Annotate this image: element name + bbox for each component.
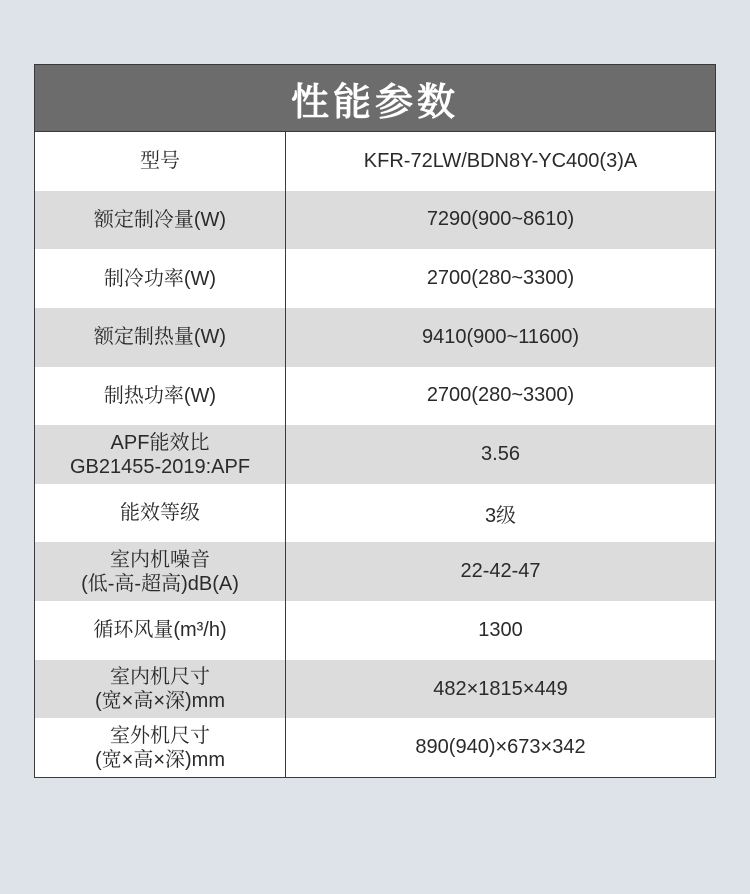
spec-label-cell: [35, 484, 286, 543]
spec-label-line: 循环风量(m³/h): [93, 619, 227, 642]
page-title: 性能参数: [35, 65, 715, 132]
spec-label-cell: [35, 660, 286, 719]
spec-label-line: (宽×高×深)mm: [95, 748, 225, 771]
spec-value-cell: KFR-72LW/BDN8Y-YC400(3)A: [363, 149, 638, 172]
spec-label-line: 制热功率(W): [103, 384, 217, 407]
spec-label-line: 额定制热量(W): [93, 326, 227, 349]
spec-value-cell: 22-42-47: [460, 560, 541, 583]
spec-value-cell: 1300: [478, 618, 523, 641]
table-row: [35, 660, 715, 719]
table-row: [35, 425, 715, 484]
spec-label-line: 型号: [140, 150, 180, 173]
spec-label-line: APF能效比: [110, 431, 210, 454]
spec-value-cell: 2700(280~3300): [426, 267, 575, 290]
spec-label-line: 室外机尺寸: [110, 724, 210, 747]
table-row: [35, 484, 715, 543]
spec-label-cell: [35, 718, 286, 777]
spec-value-cell: 2700(280~3300): [426, 384, 575, 407]
table-row: [35, 542, 715, 601]
spec-label-line: GB21455-2019:APF: [69, 455, 251, 478]
table-row: [35, 601, 715, 660]
spec-label-cell: [35, 249, 286, 308]
spec-value-cell: 7290(900~8610): [426, 208, 575, 231]
spec-label-line: 室内机尺寸: [110, 666, 210, 689]
spec-label-cell: [35, 191, 286, 250]
spec-label-cell: [35, 542, 286, 601]
spec-label-cell: [35, 367, 286, 426]
spec-label-cell: [35, 308, 286, 367]
spec-label-cell: [35, 425, 286, 484]
spec-label-cell: [35, 601, 286, 660]
spec-label-line: 室内机噪音: [110, 548, 210, 571]
table-row: [35, 191, 715, 250]
table-row: [35, 132, 715, 191]
spec-label-line: 额定制冷量(W): [93, 208, 227, 231]
table-row: [35, 308, 715, 367]
table-row: [35, 367, 715, 426]
table-row: [35, 718, 715, 777]
spec-value-cell: 890(940)×673×342: [415, 736, 586, 759]
spec-value-cell: 9410(900~11600): [422, 325, 579, 348]
spec-value-cell: 3.56: [481, 443, 520, 466]
table-row: [35, 249, 715, 308]
spec-label-line: (宽×高×深)mm: [95, 690, 225, 713]
spec-label-line: 制冷功率(W): [103, 267, 217, 290]
spec-label-cell: [35, 132, 286, 191]
spec-rows: [35, 132, 715, 777]
spec-label-line: 能效等级: [120, 502, 200, 525]
spec-table: [34, 64, 716, 778]
spec-label-line: (低-高-超高)dB(A): [81, 572, 239, 595]
spec-value-cell: 3级: [484, 504, 517, 527]
spec-value-cell: 482×1815×449: [433, 677, 568, 700]
